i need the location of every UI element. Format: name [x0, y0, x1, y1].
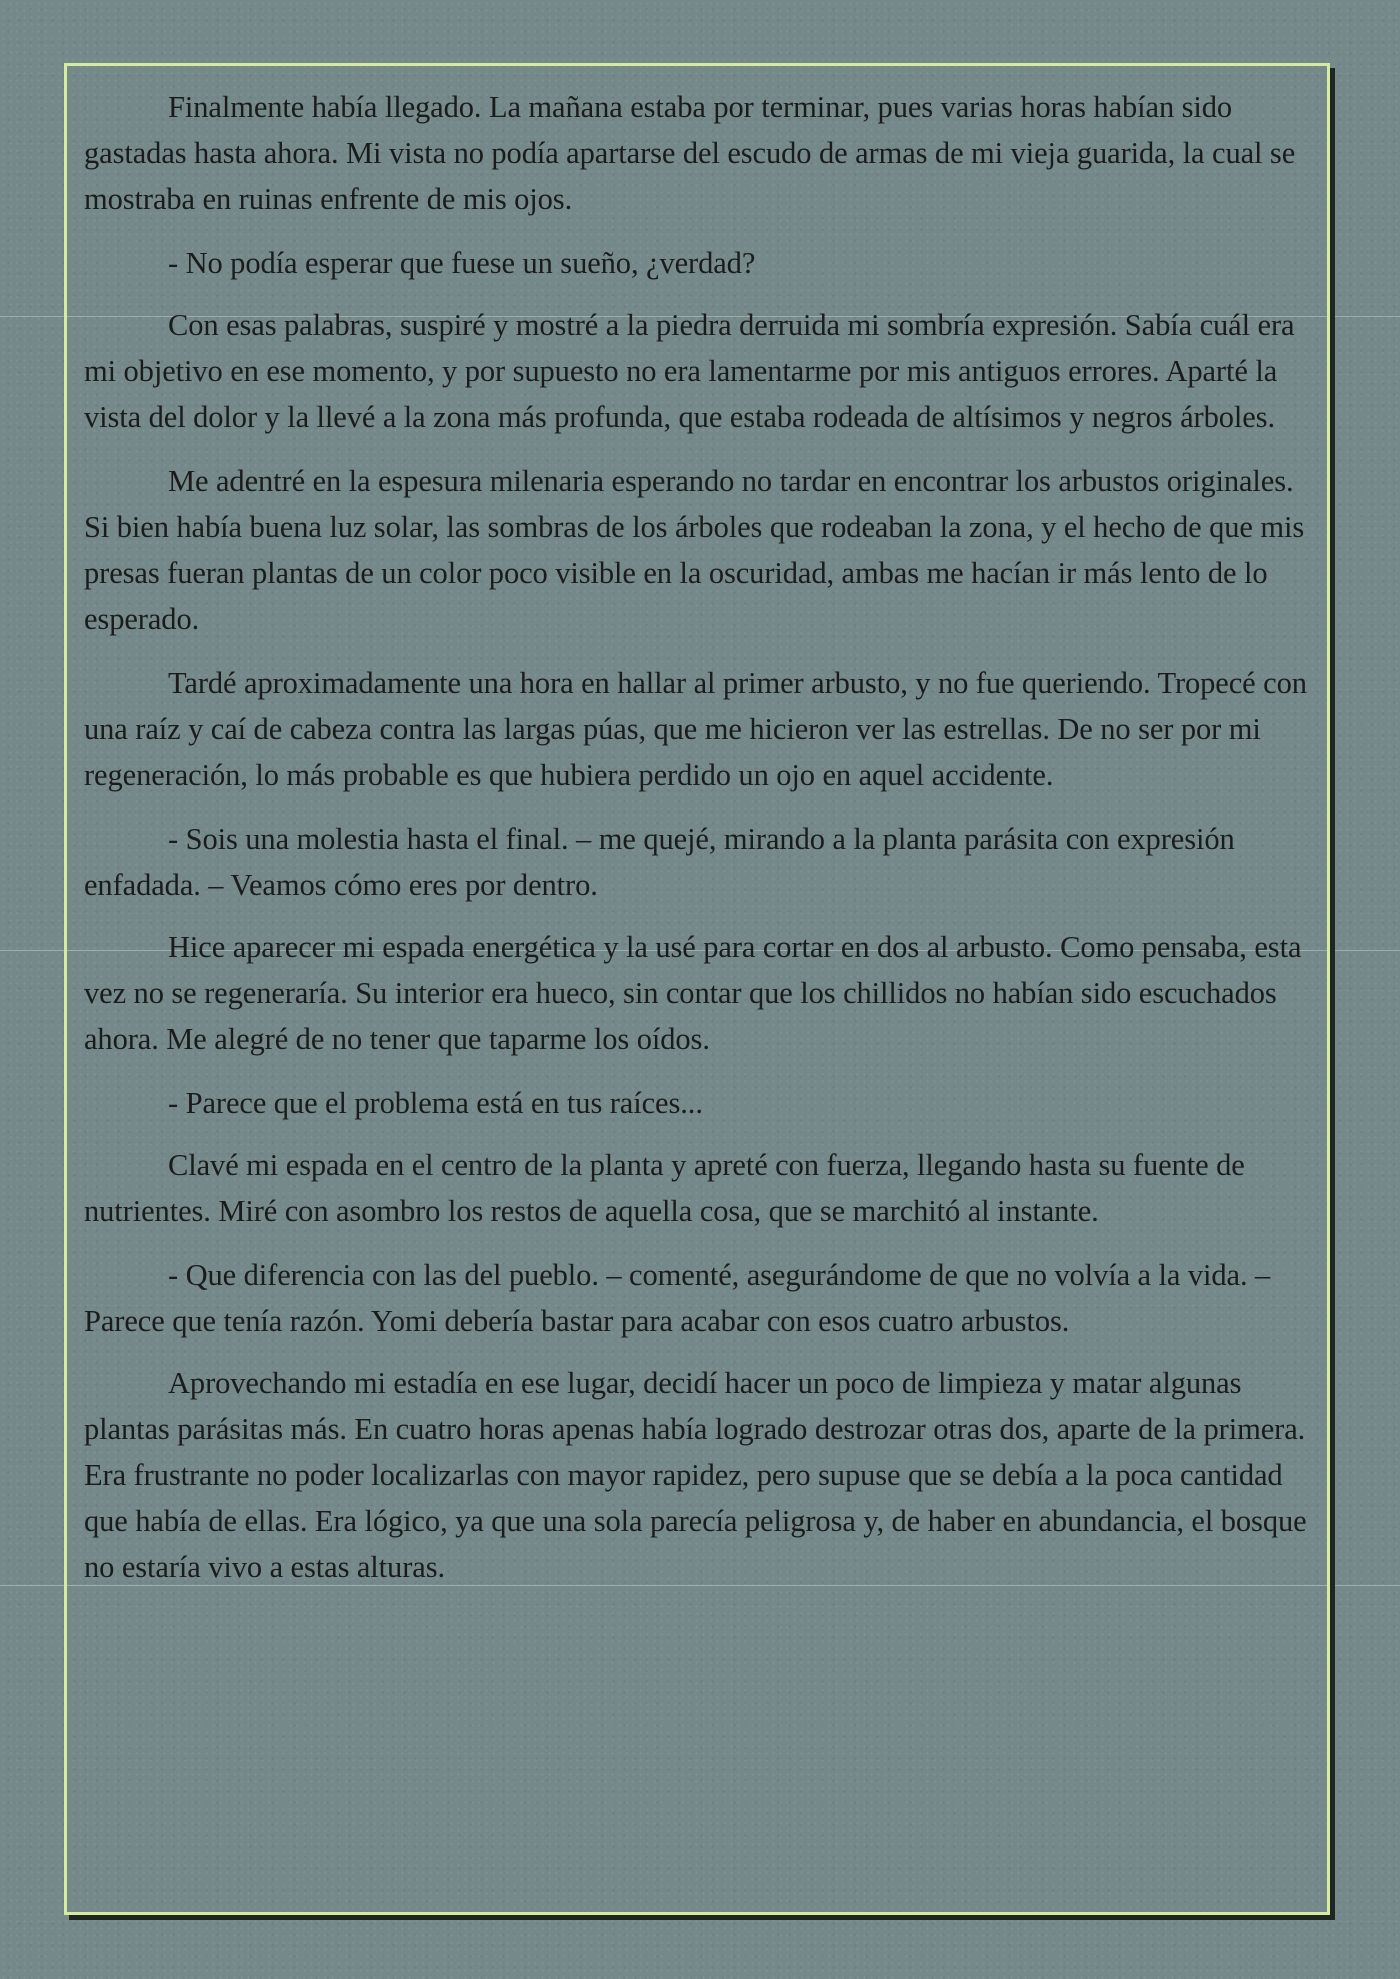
paragraph: Tardé aproximadamente una hora en hallar al primer arbusto, y no fue queriendo. Tropecé con una raíz y caí de cabeza contra las largas púas, que me hicieron ver las estrellas. De no ser por mi regeneración, lo más probable es que hubiera perdido un ojo en aquel accidente. [84, 666, 1307, 792]
paragraph: Me adentré en la espesura milenaria esperando no tardar en encontrar los arbustos originales. Si bien había buena luz solar, las sombras de los árboles que rodeaban la zona, y el hecho de que mis presas fueran plantas de un color poco visible en la oscuridad, ambas me hacían ir más lento de lo esperado. [84, 464, 1305, 636]
paragraph: Hice aparecer mi espada energética y la usé para cortar en dos al arbusto. Como pensaba, esta vez no se regeneraría. Su interior era hueco, sin contar que los chillidos no habían sido escuchados ahora. Me alegré de no tener que taparme los oídos. [84, 930, 1302, 1056]
paragraph: Con esas palabras, suspiré y mostré a la piedra derruida mi sombría expresión. Sabía cuál era mi objetivo en ese momento, y por supuesto no era lamentarme por mis antiguos errores. Aparté la vista del dolor y la llevé a la zona más profunda, que estaba rodeada de altísimos y negros árboles. [84, 308, 1295, 434]
dialogue-line: - Sois una molestia hasta el final. – me quejé, mirando a la planta parásita con expresión enfadada. – Veamos cómo eres por dentro. [84, 822, 1235, 902]
document-body [84, 84, 1314, 1608]
paragraph: Finalmente había llegado. La mañana estaba por terminar, pues varias horas habían sido gastadas hasta ahora. Mi vista no podía apartarse del escudo de armas de mi vieja guarida, la cual se mostraba en ruinas enfrente de mis ojos. [84, 90, 1296, 216]
dialogue-line: - Que diferencia con las del pueblo. – comenté, asegurándome de que no volvía a la vida. – Parece que tenía razón. Yomi debería bastar para acabar con esos cuatro arbustos. [84, 1258, 1271, 1338]
paragraph: Aprovechando mi estadía en ese lugar, decidí hacer un poco de limpieza y matar algunas plantas parásitas más. En cuatro horas apenas había logrado destrozar otras dos, aparte de la primera. Era frustrante no poder localizarlas con mayor rapidez, pero supuse que se debía a la poca cantidad que había de ellas. Era lógico, ya que una sola parecía peligrosa y, de haber en abundancia, el bosque no estaría vivo a estas alturas. [84, 1366, 1307, 1584]
dialogue-line: - No podía esperar que fuese un sueño, ¿verdad? [168, 246, 756, 280]
dialogue-line: - Parece que el problema está en tus raíces... [168, 1086, 703, 1120]
paragraph: Clavé mi espada en el centro de la planta y apreté con fuerza, llegando hasta su fuente de nutrientes. Miré con asombro los restos de aquella cosa, que se marchitó al instante. [84, 1148, 1245, 1228]
